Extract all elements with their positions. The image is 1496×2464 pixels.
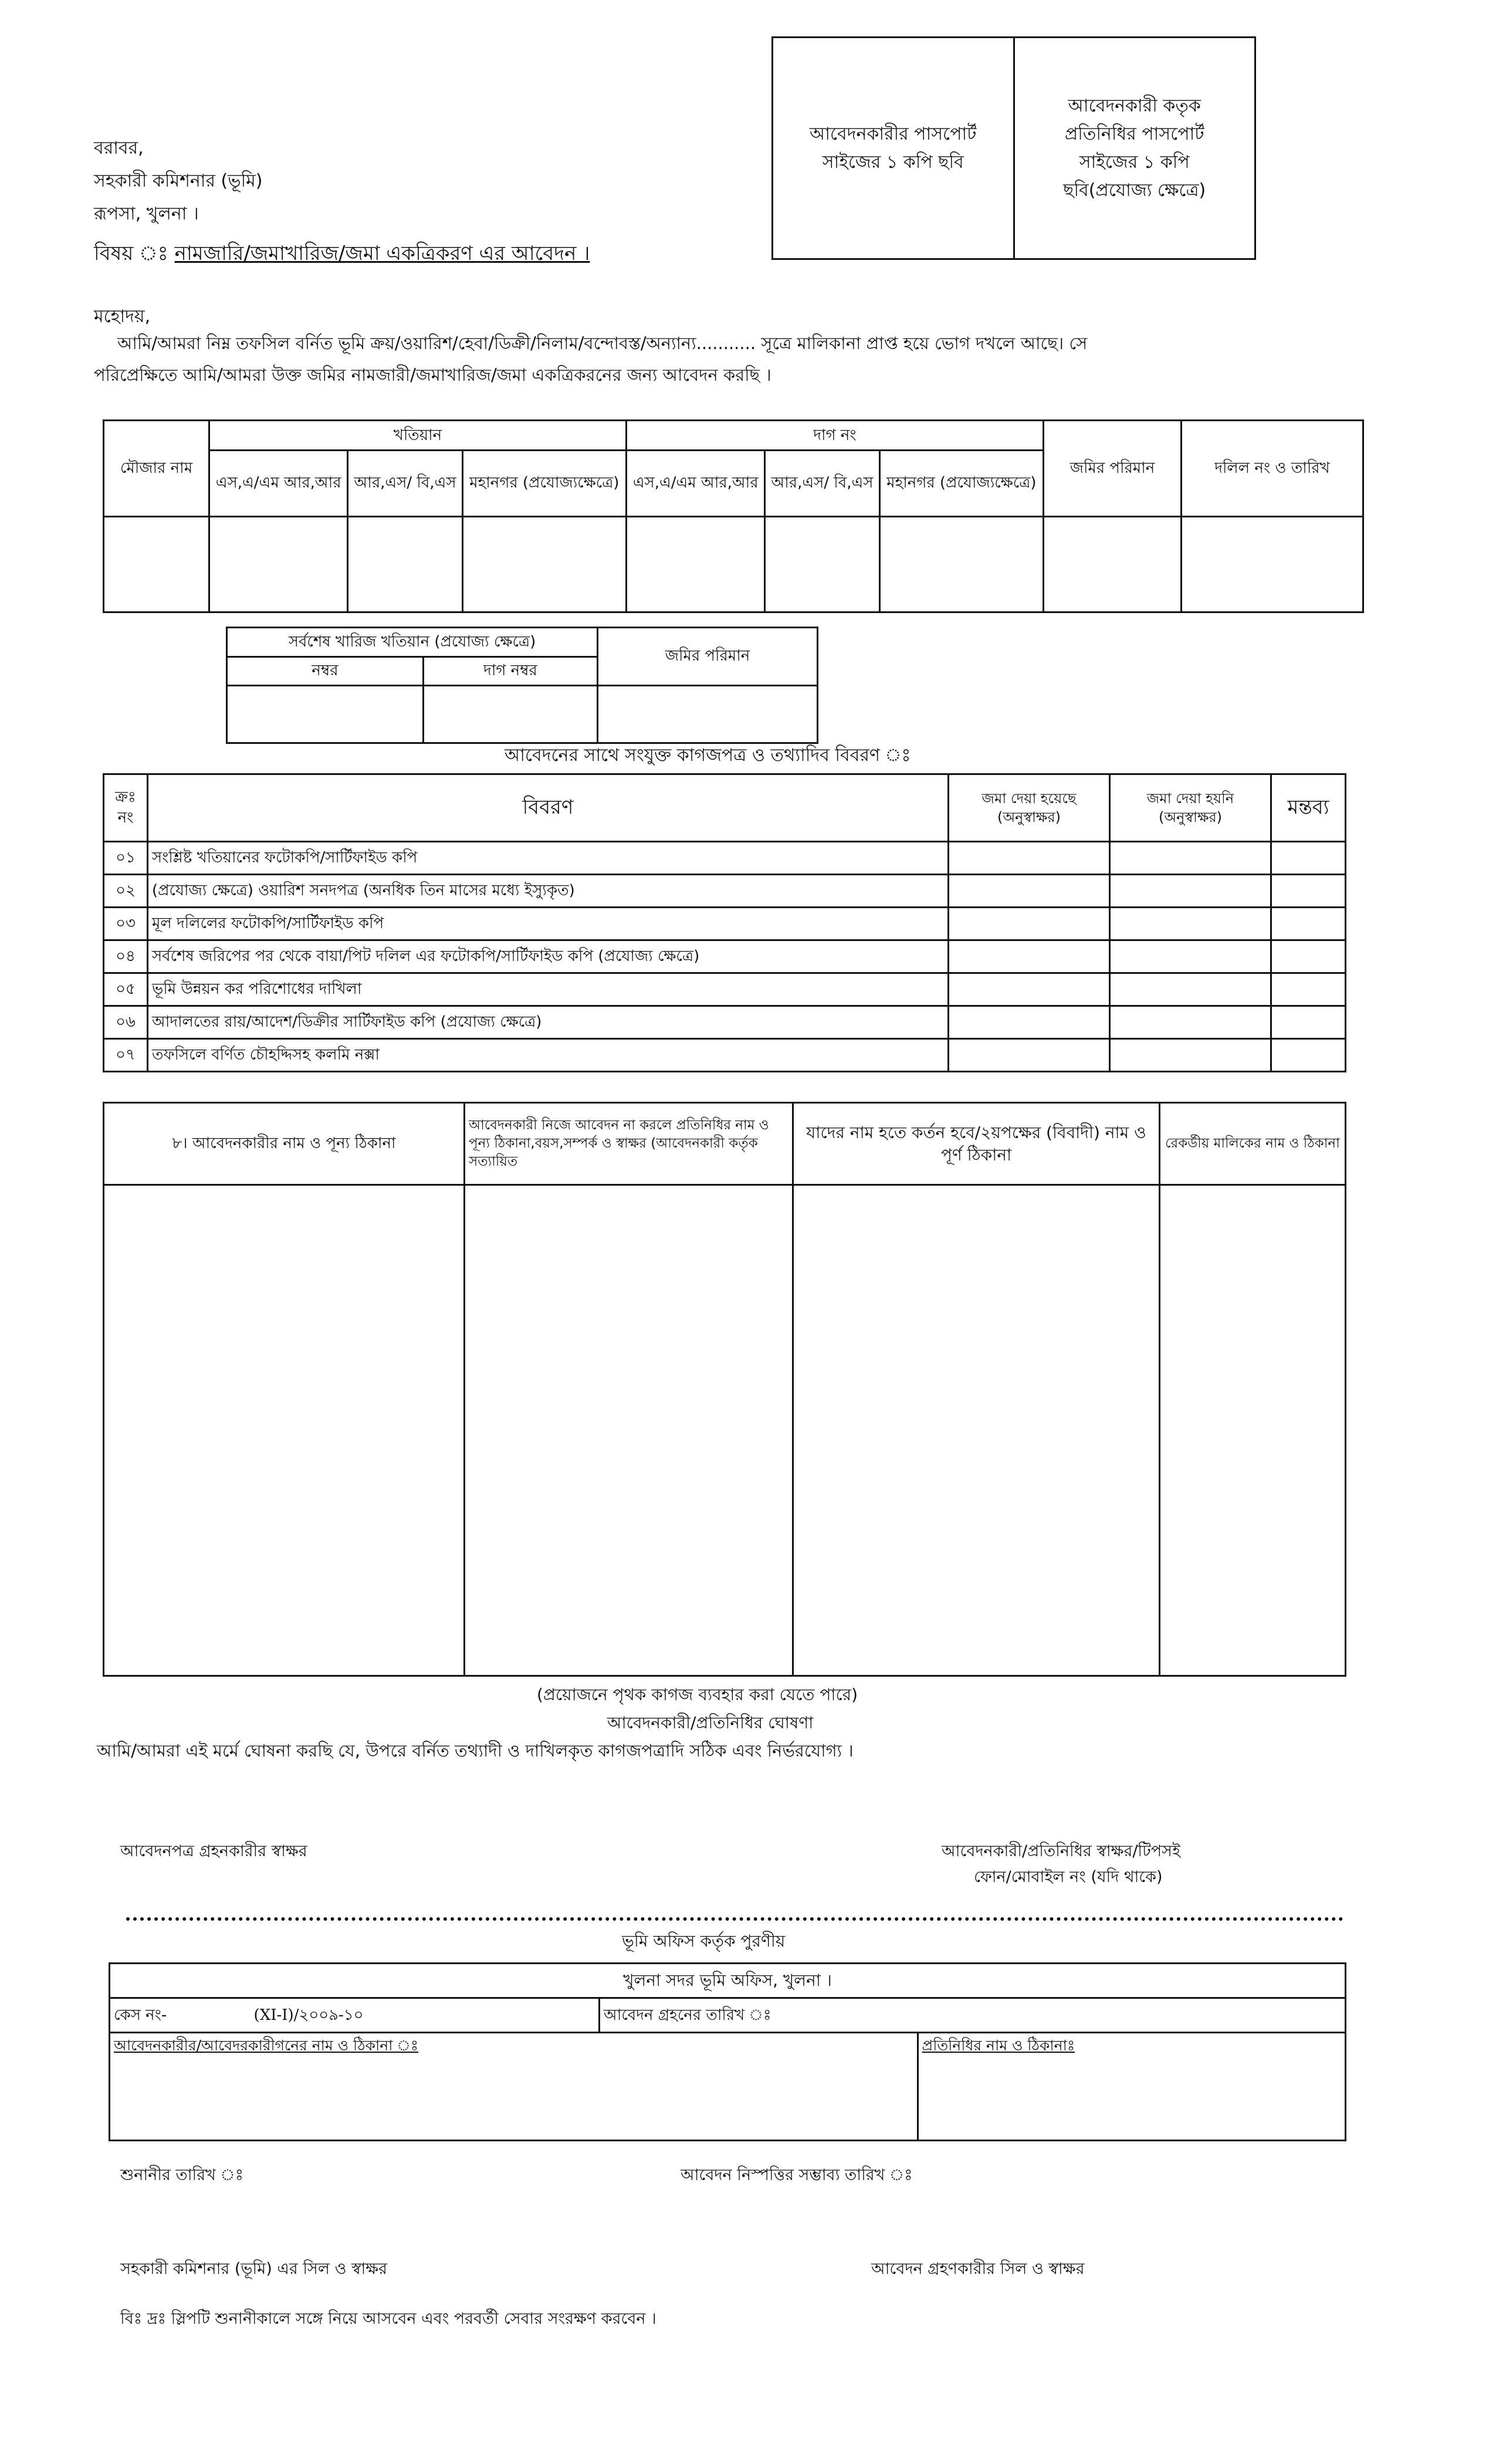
- last-khatian-header: সর্বশেষ খারিজ খতিয়ান (প্রযোজ্য ক্ষেত্রে): [227, 628, 598, 657]
- row-sl: ০২: [104, 875, 148, 908]
- row-desc: ভূমি উন্নয়ন কর পরিশোধের দাখিলা: [148, 973, 949, 1006]
- address-block: [94, 132, 263, 231]
- land-amount-input[interactable]: [1044, 516, 1182, 612]
- remarks-header: মন্তব্য: [1271, 774, 1346, 842]
- table-row: [104, 1006, 1346, 1039]
- last-land-amount-input[interactable]: [598, 686, 818, 743]
- khatian-city-header: মহানগর (প্রযোজ্যক্ষেত্রে): [462, 451, 626, 516]
- remarks-cell[interactable]: [1271, 940, 1346, 973]
- representative-name-address-label: প্রতিনিধির নাম ও ঠিকানাঃ: [922, 2037, 1075, 2055]
- row-sl: ০১: [104, 842, 148, 875]
- office-name: খুলনা সদর ভূমি অফিস, খুলনা ।: [110, 1964, 1346, 1998]
- khatian-sa-input[interactable]: [209, 516, 348, 612]
- not-submitted-header: জমা দেয়া হয়নি (অনুস্বাক্ষর): [1110, 774, 1271, 842]
- dag-city-input[interactable]: [879, 516, 1043, 612]
- row-sl: ০৩: [104, 908, 148, 940]
- applicant-name-address-label: আবেদনকারীর/আবেদরকারীগনের নাম ও ঠিকানা ঃ: [114, 2037, 419, 2055]
- separate-paper-note: (প্রয়োজনে পৃথক কাগজ ব্যবহার করা যেতে পারে): [537, 1685, 858, 1704]
- applicant-photo-label: আবেদনকারীর পাসপোর্ট সাইজের ১ কপি ছবি: [809, 123, 977, 172]
- khatian-header: খতিয়ান: [209, 421, 627, 451]
- row-desc: তফসিলে বর্ণিত চৌহদ্দিসহ কলমি নক্সা: [148, 1039, 949, 1072]
- declaration-title: আবেদনকারী/প্রতিনিধির ঘোষণা: [607, 1713, 814, 1732]
- remarks-cell[interactable]: [1271, 973, 1346, 1006]
- office-section-title: ভূমি অফিস কর্তৃক পুরণীয়: [622, 1931, 786, 1951]
- last-dag-number-header: দাগ নম্বর: [424, 656, 598, 686]
- dag-sa-input[interactable]: [626, 516, 764, 612]
- remarks-cell[interactable]: [1271, 842, 1346, 875]
- case-number-label: কেস নং-: [114, 2006, 167, 2024]
- case-number-cell: [110, 1998, 600, 2033]
- photo-boxes: [771, 36, 1256, 260]
- last-land-amount-header: জমির পরিমান: [598, 628, 818, 686]
- declaration-text: আমি/আমরা এই মর্মে ঘোষনা করছি যে, উপরে বর্নিত তথ্যাদী ও দাখিলকৃত কাগজপত্রাদি সঠিক এবং নির্ভরযোগ্য ।: [97, 1741, 854, 1761]
- subject-line: [94, 241, 590, 268]
- subject-label: বিষয় ঃ: [94, 242, 168, 265]
- representative-photo-box[interactable]: [1013, 38, 1255, 258]
- representative-photo-label: আবেদনকারী কতৃক প্রতিনিধির পাসপোর্ট সাইজের ১ কপি ছবি(প্রযোজ্য ক্ষেত্রে): [1063, 95, 1206, 201]
- not-submitted-cell[interactable]: [1110, 1039, 1271, 1072]
- table-row: [104, 940, 1346, 973]
- recorded-owner-input[interactable]: [1160, 1185, 1346, 1676]
- deed-no-date-input[interactable]: [1182, 516, 1363, 612]
- mouza-input[interactable]: [104, 516, 209, 612]
- dag-header: দাগ নং: [626, 421, 1043, 451]
- submitted-cell[interactable]: [949, 1006, 1110, 1039]
- applicant-name-input[interactable]: [104, 1185, 465, 1676]
- address-line-3: রূপসা, খুলনা ।: [94, 204, 199, 224]
- dag-city-header: মহানগর (প্রযোজ্যক্ষেত্রে): [879, 451, 1043, 516]
- last-khatian-table: [226, 627, 818, 744]
- body-para-1: আমি/আমরা নিম্ন তফসিল বর্নিত ভূমি ক্রয়/ওয়ারিশ/হেবা/ডিক্রী/নিলাম/বন্দোবস্ত/অন্যান্য........... সূত্রে মালিকানা প্রাপ্ত হয়ে ভোগ দখলে আছে। সে: [117, 333, 1088, 353]
- not-submitted-cell[interactable]: [1110, 908, 1271, 940]
- deed-no-date-header: দলিল নং ও তারিখ: [1182, 421, 1363, 517]
- address-line-1: বরাবর,: [94, 138, 144, 158]
- opposite-party-header: যাদের নাম হতে কর্তন হবে/২য়পক্ষের (বিবাদী) নাম ও পূর্ণ ঠিকানা: [793, 1103, 1160, 1185]
- table-row: [104, 908, 1346, 940]
- table-row: [104, 1039, 1346, 1072]
- applicant-signature-label: আবেদনকারী/প্রতিনিধির স্বাক্ষর/টিপসই: [942, 1842, 1181, 1860]
- subject-text: নামজারি/জমাখারিজ/জমা একত্রিকরণ এর আবেদন ।: [174, 242, 590, 265]
- last-number-header: নম্বর: [227, 656, 424, 686]
- not-submitted-cell[interactable]: [1110, 842, 1271, 875]
- remarks-cell[interactable]: [1271, 875, 1346, 908]
- receiver-seal-label: আবেদন গ্রহণকারীর সিল ও স্বাক্ষর: [871, 2260, 1085, 2278]
- row-sl: ০৬: [104, 1006, 148, 1039]
- body-para-2: পরিপ্রেক্ষিতে আমি/আমরা উক্ত জমির নামজারী/জমাখারিজ/জমা একত্রিকরনের জন্য আবেদন করছি ।: [94, 365, 771, 385]
- recorded-owner-header: রেকর্ডীয় মালিকের নাম ও ঠিকানা: [1160, 1103, 1346, 1185]
- dag-rs-input[interactable]: [765, 516, 879, 612]
- disposal-date-label: আবেদন নিস্পত্তির সম্ভাব্য তারিখ ঃ: [681, 2166, 913, 2184]
- not-submitted-cell[interactable]: [1110, 1006, 1271, 1039]
- row-desc: মূল দলিলের ফটোকপি/সার্টিফাইড কপি: [148, 908, 949, 940]
- remarks-cell[interactable]: [1271, 1006, 1346, 1039]
- submitted-cell[interactable]: [949, 842, 1110, 875]
- phone-label: ফোন/মোবাইল নং (যদি থাকে): [974, 1868, 1163, 1886]
- applicant-name-address-field[interactable]: [110, 2033, 918, 2141]
- table-row: [104, 973, 1346, 1006]
- row-sl: ০৭: [104, 1039, 148, 1072]
- land-details-table: [103, 419, 1364, 613]
- footer-note: বিঃ দ্রঃ স্লিপটি শুনানীকালে সঙ্গে নিয়ে আসবেন এবং পরবর্তী সেবার সংরক্ষণ করবেন ।: [120, 2310, 656, 2328]
- khatian-city-input[interactable]: [462, 516, 626, 612]
- description-header: বিবরণ: [148, 774, 949, 842]
- khatian-rs-input[interactable]: [348, 516, 462, 612]
- khatian-sa-header: এস,এ/এম আর,আর: [209, 451, 348, 516]
- table-row: [104, 875, 1346, 908]
- hearing-date-label: শুনানীর তারিখ ঃ: [120, 2166, 244, 2184]
- receive-date-field[interactable]: আবেদন গ্রহনের তারিখ ঃ: [600, 1998, 1346, 2033]
- dag-sa-header: এস,এ/এম আর,আর: [626, 451, 764, 516]
- applicant-name-header: ৮। আবেদনকারীর নাম ও পূন্য ঠিকানা: [104, 1103, 465, 1185]
- row-sl: ০৫: [104, 973, 148, 1006]
- submitted-cell[interactable]: [949, 973, 1110, 1006]
- land-amount-header: জমির পরিমান: [1044, 421, 1182, 517]
- documents-table: [103, 773, 1346, 1072]
- applicant-photo-box[interactable]: [773, 38, 1013, 258]
- row-desc: (প্রযোজ্য ক্ষেত্রে) ওয়ারিশ সনদপত্র (অনধিক তিন মাসের মধ্যে ইস্যুকৃত): [148, 875, 949, 908]
- salutation: মহোদয়,: [94, 306, 151, 327]
- sl-header: ক্রঃ নং: [104, 774, 148, 842]
- row-desc: সংশ্লিষ্ট খতিয়ানের ফটোকপি/সার্টিফাইড কপি: [148, 842, 949, 875]
- representative-name-address-field[interactable]: [918, 2033, 1345, 2141]
- submitted-cell[interactable]: [949, 1039, 1110, 1072]
- case-number-value[interactable]: (XI-I)/২০০৯-১০: [253, 2006, 364, 2024]
- opposite-party-input[interactable]: [793, 1185, 1160, 1676]
- table-row: [104, 842, 1346, 875]
- remarks-cell[interactable]: [1271, 1039, 1346, 1072]
- office-table: [109, 1962, 1346, 2141]
- representative-header: আবেদনকারী নিজে আবেদন না করলে প্রতিনিধির নাম ও পূন্য ঠিকানা,বয়স,সম্পর্ক ও স্বাক্ষর (আবেদনকারী কর্তৃক সত্যায়িত: [465, 1103, 793, 1185]
- row-desc: সর্বশেষ জরিপের পর থেকে বায়া/পিট দলিল এর ফটোকপি/সার্টিফাইড কপি (প্রযোজ্য ক্ষেত্রে): [148, 940, 949, 973]
- ac-land-seal-label: সহকারী কমিশনার (ভূমি) এর সিল ও স্বাক্ষর: [120, 2260, 388, 2278]
- receiver-signature-label: আবেদনপত্র গ্রহনকারীর স্বাক্ষর: [120, 1842, 307, 1860]
- last-number-input[interactable]: [227, 686, 424, 743]
- last-dag-number-input[interactable]: [424, 686, 598, 743]
- submitted-cell[interactable]: [949, 908, 1110, 940]
- party-table: [103, 1102, 1346, 1677]
- submitted-cell[interactable]: [949, 875, 1110, 908]
- representative-input[interactable]: [465, 1185, 793, 1676]
- not-submitted-cell[interactable]: [1110, 940, 1271, 973]
- khatian-rs-header: আর,এস/ বি,এস: [348, 451, 462, 516]
- remarks-cell[interactable]: [1271, 908, 1346, 940]
- address-line-2: সহকারী কমিশনার (ভূমি): [94, 171, 263, 191]
- cut-line: [126, 1917, 1343, 1921]
- dag-rs-header: আর,এস/ বি,এস: [765, 451, 879, 516]
- submitted-cell[interactable]: [949, 940, 1110, 973]
- row-desc: আদালতের রায়/আদেশ/ডিক্রীর সার্টিফাইড কপি (প্রযোজ্য ক্ষেত্রে): [148, 1006, 949, 1039]
- not-submitted-cell[interactable]: [1110, 875, 1271, 908]
- not-submitted-cell[interactable]: [1110, 973, 1271, 1006]
- row-sl: ০৪: [104, 940, 148, 973]
- mouza-header: মৌজার নাম: [104, 421, 209, 517]
- submitted-header: জমা দেয়া হয়েছে (অনুস্বাক্ষর): [949, 774, 1110, 842]
- documents-caption: আবেদনের সাথে সংযুক্ত কাগজপত্র ও তথ্যাদিব বিবরণ ঃ: [505, 745, 911, 766]
